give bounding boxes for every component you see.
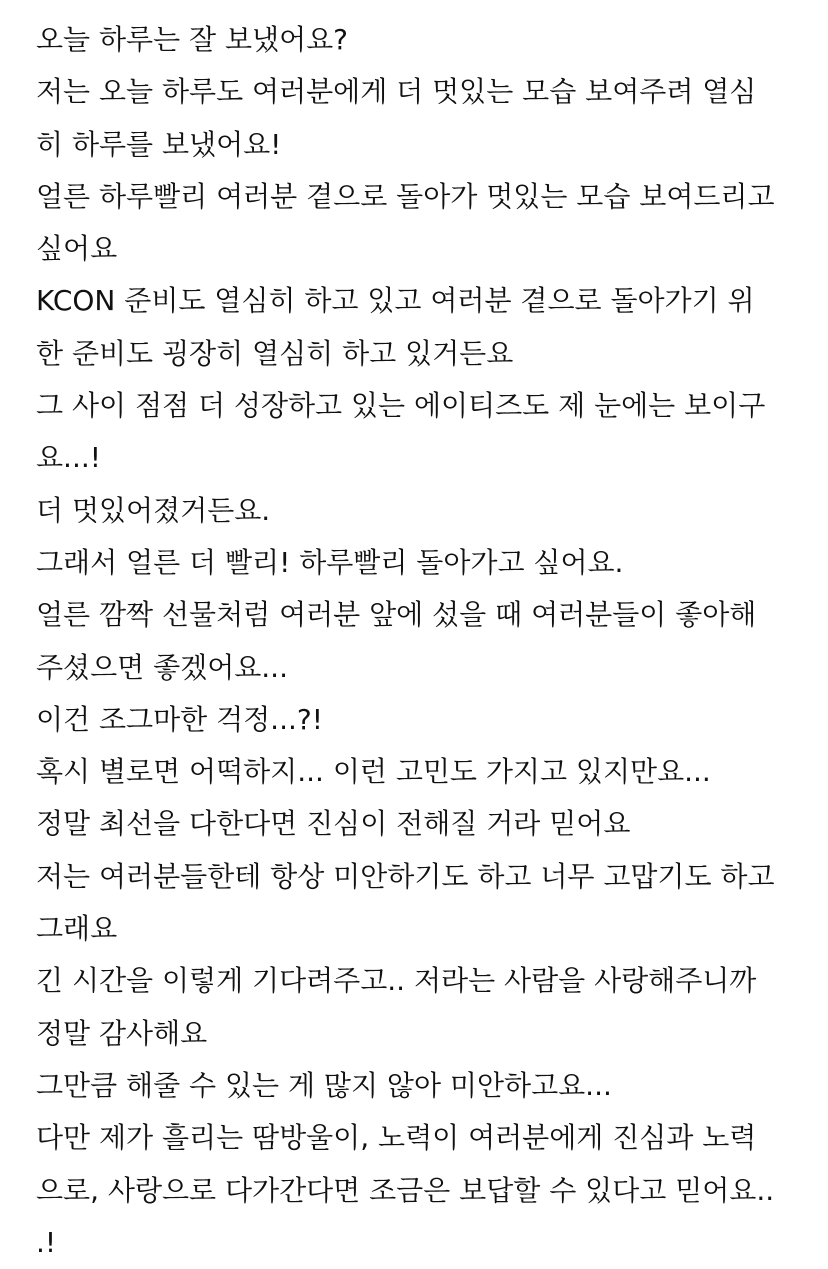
text-line: 그 사이 점점 더 성장하고 있는 에이티즈도 제 눈에는 보이구	[36, 389, 766, 423]
text-line: 다만 제가 흘리는 땀방울이, 노력이 여러분에게 진심과 노력	[36, 1121, 757, 1155]
text-line: 혹시 별로면 어떡하지... 이런 고민도 가지고 있지만요...	[36, 755, 711, 789]
text-line: 요...!	[36, 441, 101, 475]
text-line: 그래요	[36, 912, 118, 946]
text-line: .!	[36, 1225, 57, 1259]
text-line: 저는 오늘 하루도 여러분에게 더 멋있는 모습 보여주려 열심	[36, 75, 757, 109]
text-line: 저는 여러분들한테 항상 미안하기도 하고 너무 고맙기도 하고	[36, 859, 775, 893]
text-line: 얼른 깜짝 선물처럼 여러분 앞에 섰을 때 여러분들이 좋아해	[36, 598, 757, 632]
text-line: 으로, 사랑으로 다가간다면 조금은 보답할 수 있다고 믿어요..	[36, 1173, 775, 1207]
text-line: 한 준비도 굉장히 열심히 하고 있거든요	[36, 336, 514, 370]
text-line: 그만큼 해줄 수 있는 게 많지 않아 미안하고요...	[36, 1068, 612, 1102]
text-line: KCON 준비도 열심히 하고 있고 여러분 곁으로 돌아가기 위	[36, 284, 755, 318]
text-line: 오늘 하루는 잘 보냈어요?	[36, 23, 349, 56]
text-line: 그래서 얼른 더 빨리! 하루빨리 돌아가고 싶어요.	[36, 545, 624, 579]
text-line: 싶어요	[36, 232, 118, 266]
text-line: 히 하루를 보냈어요!	[36, 127, 282, 161]
text-line: 주셨으면 좋겠어요...	[36, 650, 288, 684]
text-line: 긴 시간을 이렇게 기다려주고.. 저라는 사람을 사랑해주니까	[36, 964, 757, 998]
text-line: 이건 조그마한 걱정...?!	[36, 702, 323, 736]
text-line: 얼른 하루빨리 여러분 곁으로 돌아가 멋있는 모습 보여드리고	[36, 179, 775, 213]
text-line: 정말 최선을 다한다면 진심이 전해질 거라 믿어요	[36, 807, 631, 841]
message-body	[36, 14, 816, 1269]
text-line: 더 멋있어졌거든요.	[36, 493, 271, 527]
text-line: 정말 감사해요	[36, 1016, 208, 1050]
